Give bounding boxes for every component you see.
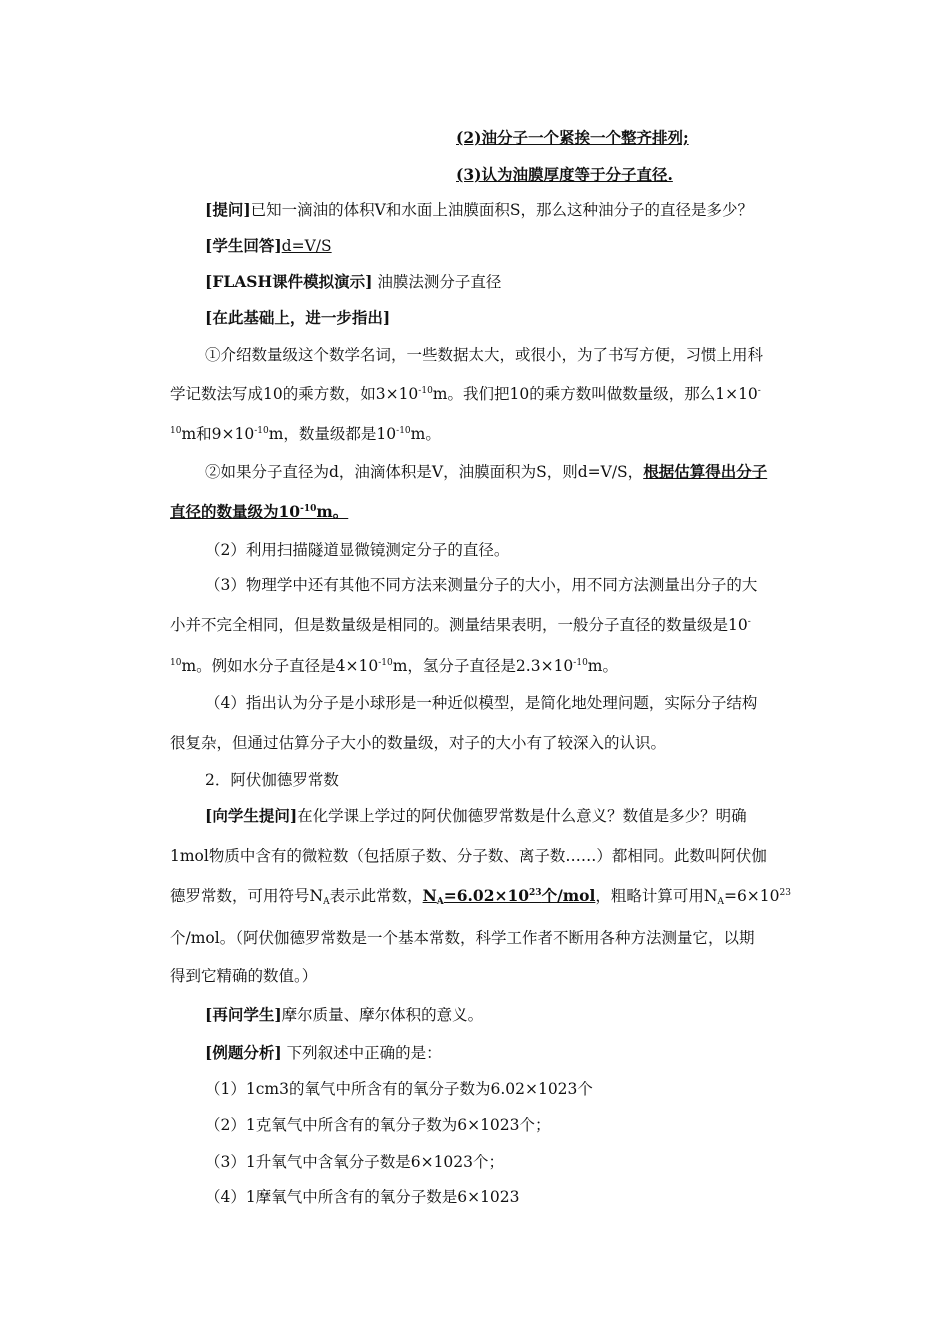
question-tag: [提问] xyxy=(205,200,251,219)
point2-exp: -10 xyxy=(300,504,317,514)
avogadro-text-3a: 德罗常数，可用符号N xyxy=(170,887,324,905)
avogadro-line4: 个/mol。（阿伏伽德罗常数是一个基本常数，科学工作者不断用各种方法测量它，以期 xyxy=(170,929,755,947)
point1-text-c: m和9×10 xyxy=(181,425,255,443)
avogadro-text-3g: =6×10 xyxy=(723,887,780,905)
point1-line1: ①介绍数量级这个数学名词，一些数据太大，或很小，为了书写方便，习惯上用科 xyxy=(205,346,764,364)
point2-text-a: ②如果分子直径为d，油滴体积是V，油膜面积为S，则d=V/S， xyxy=(205,463,644,481)
model-line1: （4）指出认为分子是小球形是一种近似模型，是简化地处理问题，实际分子结构 xyxy=(205,694,758,712)
point1-exp-c: 10 xyxy=(170,426,182,436)
example-tag: [例题分析] xyxy=(205,1043,282,1062)
point1-text-b: m。我们把10的乘方数叫做数量级，那么1×10 xyxy=(432,385,758,403)
flash-tag: [FLASH课件模拟演示] xyxy=(205,272,373,291)
other-methods-line2 xyxy=(170,615,820,635)
point1-text-e: m。 xyxy=(410,425,441,443)
answer-tag: [学生回答] xyxy=(205,236,282,255)
question-text: 已知一滴油的体积V和水面上油膜面积S，那么这种油分子的直径是多少？ xyxy=(250,201,753,219)
point1-text-a: 学记数法写成10的乘方数，如3×10 xyxy=(170,385,419,403)
point1-exp-a: -10 xyxy=(418,386,433,396)
option-1: （1）1cm3的氧气中所含有的氧分子数为6.02×1023个 xyxy=(205,1080,593,1098)
avogadro-line2: 1mol物质中含有的微粒数（包括原子数、分子数、离子数……）都相同。此数叫阿伏伽 xyxy=(170,847,767,865)
avogadro-line3 xyxy=(170,886,820,906)
other-methods-text-d: m。 xyxy=(587,657,618,675)
option-4: （4）1摩氧气中所含有的氧分子数是6×1023 xyxy=(205,1188,520,1206)
assumption-3: (3)认为油膜厚度等于分子直径. xyxy=(456,165,673,184)
other-methods-exp-a: - xyxy=(747,617,751,627)
point2-line1 xyxy=(205,462,855,482)
nA-exp: 23 xyxy=(529,888,542,898)
other-methods-exp-b: 10 xyxy=(170,658,182,668)
avogadro-text-3f: ，粗略计算可用N xyxy=(595,887,718,905)
point2-conclusion-b: 直径的数量级为10 xyxy=(170,502,301,521)
ask-again-tag: [再问学生] xyxy=(205,1005,282,1024)
point1-exp-b: - xyxy=(757,386,761,396)
nA-mantissa: =6.02×10 xyxy=(443,886,530,905)
further-heading: [在此基础上，进一步指出] xyxy=(205,308,391,327)
point1-line3 xyxy=(170,424,820,444)
ask-again-text: 摩尔质量、摩尔体积的意义。 xyxy=(281,1006,484,1024)
flash-line xyxy=(205,272,855,292)
point2-line2 xyxy=(170,502,820,522)
avogadro-sub-a: A xyxy=(323,897,330,907)
ask-again-line xyxy=(205,1005,855,1025)
model-line2: 很复杂，但通过估算分子大小的数量级，对子的大小有了较深入的认识。 xyxy=(170,734,667,752)
point1-text-d: m，数量级都是10 xyxy=(268,425,397,443)
avogadro-text-3b: 表示此常数， xyxy=(329,887,423,905)
other-methods-text-b: m。例如水分子直径是4×10 xyxy=(181,657,379,675)
nA-unit: 个/mol xyxy=(541,886,596,905)
flash-text: 油膜法测分子直径 xyxy=(377,273,502,291)
avogadro-exp-b: 23 xyxy=(779,888,791,898)
answer-text: d=V/S xyxy=(281,237,332,255)
question-line xyxy=(205,200,855,220)
other-methods-text-c: m，氢分子直径是2.3×10 xyxy=(392,657,574,675)
option-3: （3）1升氧气中含氧分子数是6×1023个； xyxy=(205,1153,505,1171)
other-methods-exp-d: -10 xyxy=(573,658,588,668)
point1-line2 xyxy=(170,384,820,404)
point1-exp-e: -10 xyxy=(396,426,411,436)
avogadro-tag: [向学生提问] xyxy=(205,806,298,825)
nA-symbol: N xyxy=(422,886,437,905)
section-heading-avogadro: 2．阿伏伽德罗常数 xyxy=(205,771,339,789)
nA-sub: A xyxy=(436,897,444,907)
other-methods-line3 xyxy=(170,656,820,676)
stm-paragraph: （2）利用扫描隧道显微镜测定分子的直径。 xyxy=(205,541,510,559)
example-text: 下列叙述中正确的是： xyxy=(286,1044,442,1062)
other-methods-line1: （3）物理学中还有其他不同方法来测量分子的大小，用不同方法测量出分子的大 xyxy=(205,576,758,594)
point1-exp-d: -10 xyxy=(254,426,269,436)
avogadro-line5: 得到它精确的数值。） xyxy=(170,967,318,985)
assumption-2: (2)油分子一个紧挨一个整齐排列; xyxy=(456,128,689,147)
point2-conclusion-a: 根据估算得出分子 xyxy=(643,462,768,481)
point2-conclusion-c: m。 xyxy=(316,502,349,521)
example-line xyxy=(205,1043,855,1063)
answer-line xyxy=(205,236,855,256)
avogadro-line1 xyxy=(205,806,855,826)
avogadro-text-1: 在化学课上学过的阿伏伽德罗常数是什么意义？数值是多少？明确 xyxy=(297,807,747,825)
other-methods-exp-c: -10 xyxy=(378,658,393,668)
other-methods-text-a: 小并不完全相同，但是数量级是相同的。测量结果表明，一般分子直径的数量级是10 xyxy=(170,616,748,634)
avogadro-constant-value xyxy=(423,886,596,905)
avogadro-sub-b: A xyxy=(717,897,724,907)
option-2: （2）1克氧气中所含有的氧分子数为6×1023个； xyxy=(205,1116,551,1134)
